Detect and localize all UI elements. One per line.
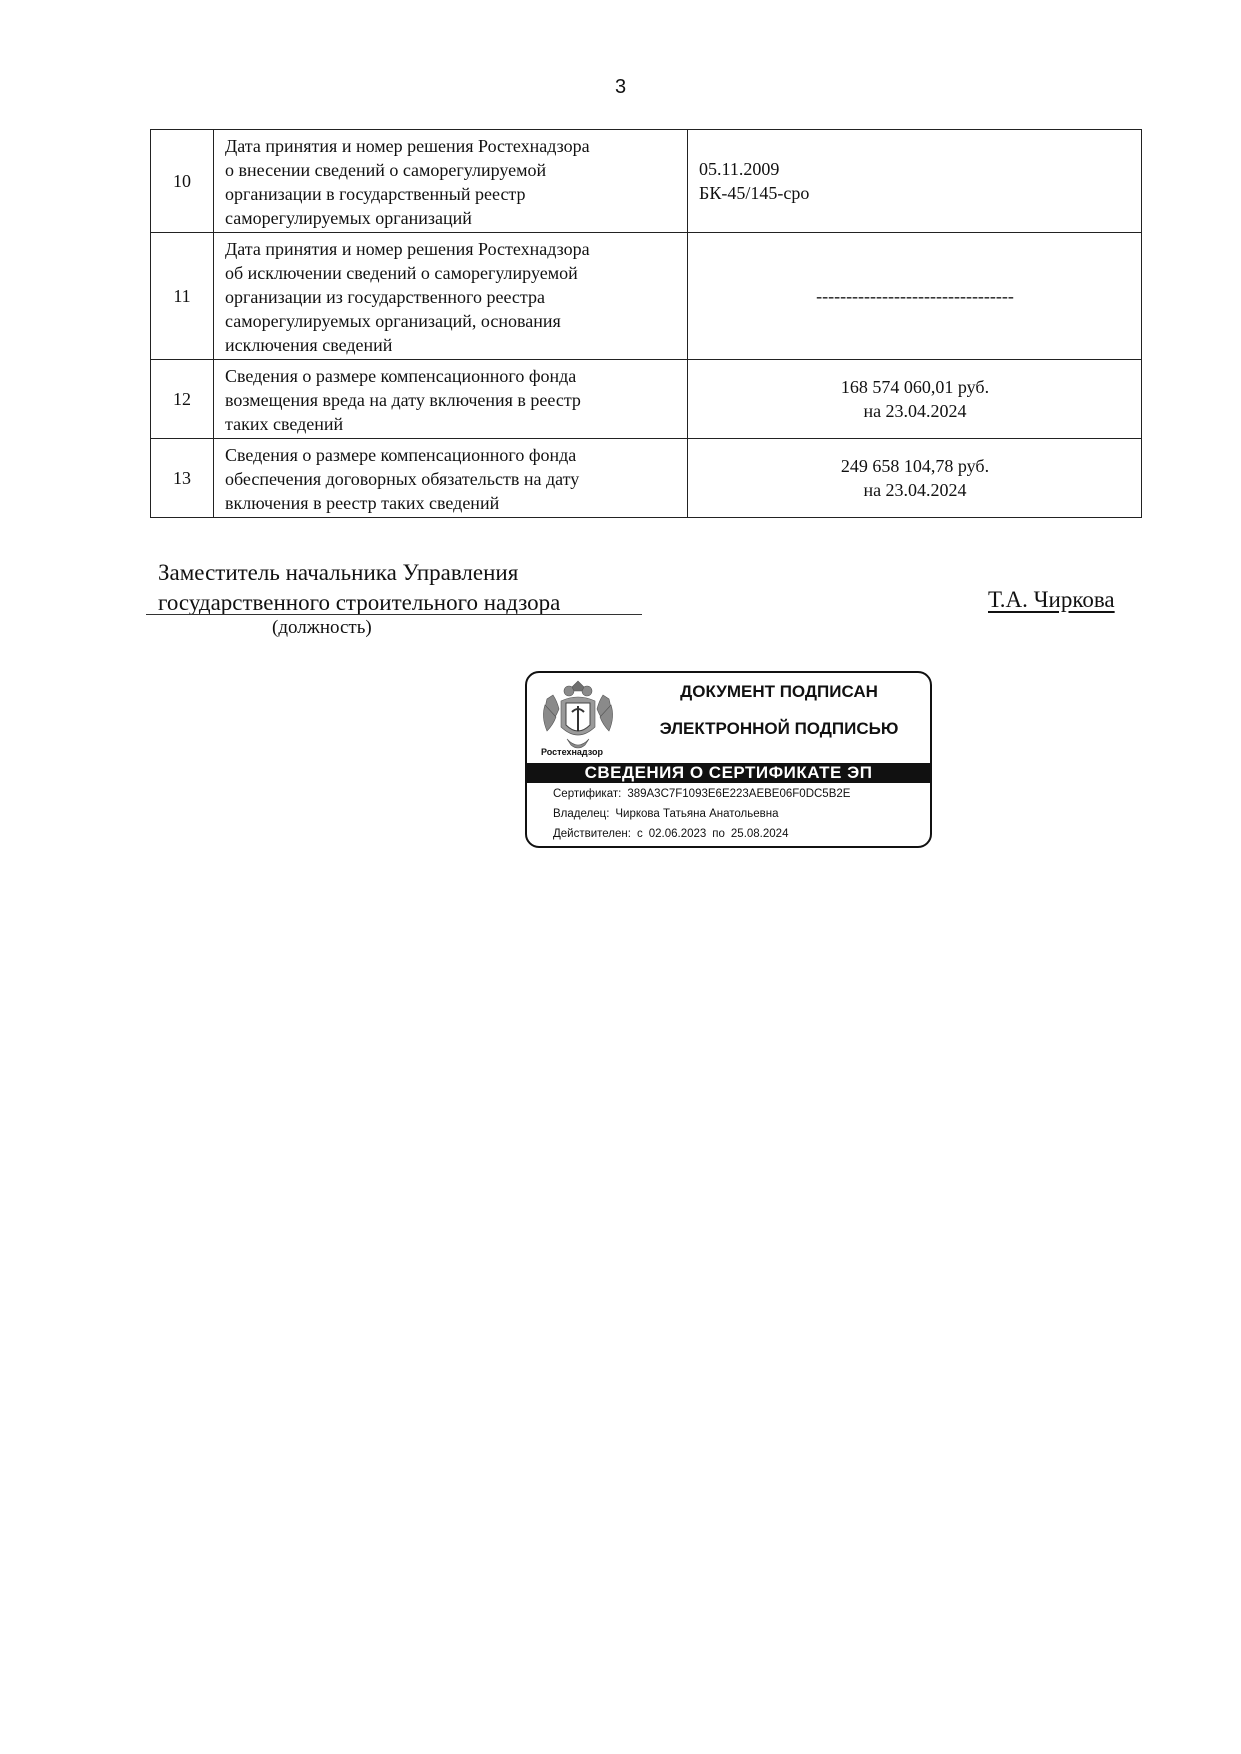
- certificate-band: СВЕДЕНИЯ О СЕРТИФИКАТЕ ЭП: [527, 763, 930, 783]
- certificate-value: 389A3C7F1093E6E223AEBE06F0DC5B2E: [627, 788, 851, 800]
- signer-position: [158, 558, 560, 618]
- valid-from-date: 02.06.2023: [648, 828, 707, 840]
- description-line: саморегулируемых организаций, основания: [225, 311, 561, 331]
- certificate-row: [553, 788, 850, 800]
- description-line: таких сведений: [225, 414, 344, 434]
- empty-value-dashes: ---------------------------------: [816, 286, 1014, 306]
- owner-row: [553, 808, 778, 820]
- description-line: Сведения о размере компенсационного фонда: [225, 445, 577, 465]
- description-line: Дата принятия и номер решения Ростехнадзора: [225, 136, 590, 156]
- owner-value: Чиркова Татьяна Анатольевна: [615, 808, 779, 820]
- row-number: 11: [151, 233, 214, 360]
- description-line: организации из государственного реестра: [225, 287, 545, 307]
- description-line: о внесении сведений о саморегулируемой: [225, 160, 547, 180]
- eagle-emblem-icon: [539, 679, 617, 753]
- row-value: [688, 360, 1142, 439]
- row-description: [214, 439, 688, 518]
- table-row: [151, 130, 1142, 233]
- table-row: [151, 439, 1142, 518]
- row-number: 12: [151, 360, 214, 439]
- description-line: Дата принятия и номер решения Ростехнадзора: [225, 239, 590, 259]
- row-value: [688, 439, 1142, 518]
- valid-to-date: 25.08.2024: [730, 828, 789, 840]
- table-row: [151, 360, 1142, 439]
- position-caption: (должность): [272, 617, 372, 638]
- description-line: об исключении сведений о саморегулируемой: [225, 263, 578, 283]
- fund-amount: 249 658 104,78 руб.: [840, 456, 990, 476]
- description-line: возмещения вреда на дату включения в реестр: [225, 390, 581, 410]
- row-value: [688, 233, 1142, 360]
- signer-position-line: государственного строительного надзора: [158, 590, 561, 615]
- valid-label: Действителен:: [553, 828, 631, 840]
- row-value: [688, 130, 1142, 233]
- owner-label: Владелец:: [553, 808, 610, 820]
- signature-line: [146, 614, 642, 615]
- valid-to-word: по: [712, 828, 725, 840]
- row-number: 13: [151, 439, 214, 518]
- emblem-label: Ростехнадзор: [541, 747, 603, 757]
- stamp-title: ДОКУМЕНТ ПОДПИСАН: [680, 682, 878, 701]
- page-number: 3: [614, 76, 627, 98]
- description-line: Сведения о размере компенсационного фонда: [225, 366, 577, 386]
- table-row: [151, 233, 1142, 360]
- description-line: включения в реестр таких сведений: [225, 493, 500, 513]
- row-description: [214, 130, 688, 233]
- fund-amount: 168 574 060,01 руб.: [840, 377, 990, 397]
- registry-table: [150, 129, 1142, 518]
- fund-date: на 23.04.2024: [863, 401, 967, 421]
- description-line: саморегулируемых организаций: [225, 208, 472, 228]
- row-description: [214, 360, 688, 439]
- decision-date: 05.11.2009: [699, 159, 780, 179]
- electronic-signature-stamp: [525, 671, 932, 848]
- signer-position-line: Заместитель начальника Управления: [158, 560, 519, 585]
- signer-name: Т.А. Чиркова: [988, 587, 1115, 612]
- decision-number: БК-45/145-сро: [699, 183, 810, 203]
- description-line: обеспечения договорных обязательств на дату: [225, 469, 580, 489]
- row-number: 10: [151, 130, 214, 233]
- row-description: [214, 233, 688, 360]
- valid-from-word: с: [636, 828, 643, 840]
- description-line: исключения сведений: [225, 335, 393, 355]
- stamp-title: ЭЛЕКТРОННОЙ ПОДПИСЬЮ: [659, 719, 899, 738]
- certificate-label: Сертификат:: [553, 788, 622, 800]
- validity-row: [553, 828, 788, 840]
- fund-date: на 23.04.2024: [863, 480, 967, 500]
- description-line: организации в государственный реестр: [225, 184, 526, 204]
